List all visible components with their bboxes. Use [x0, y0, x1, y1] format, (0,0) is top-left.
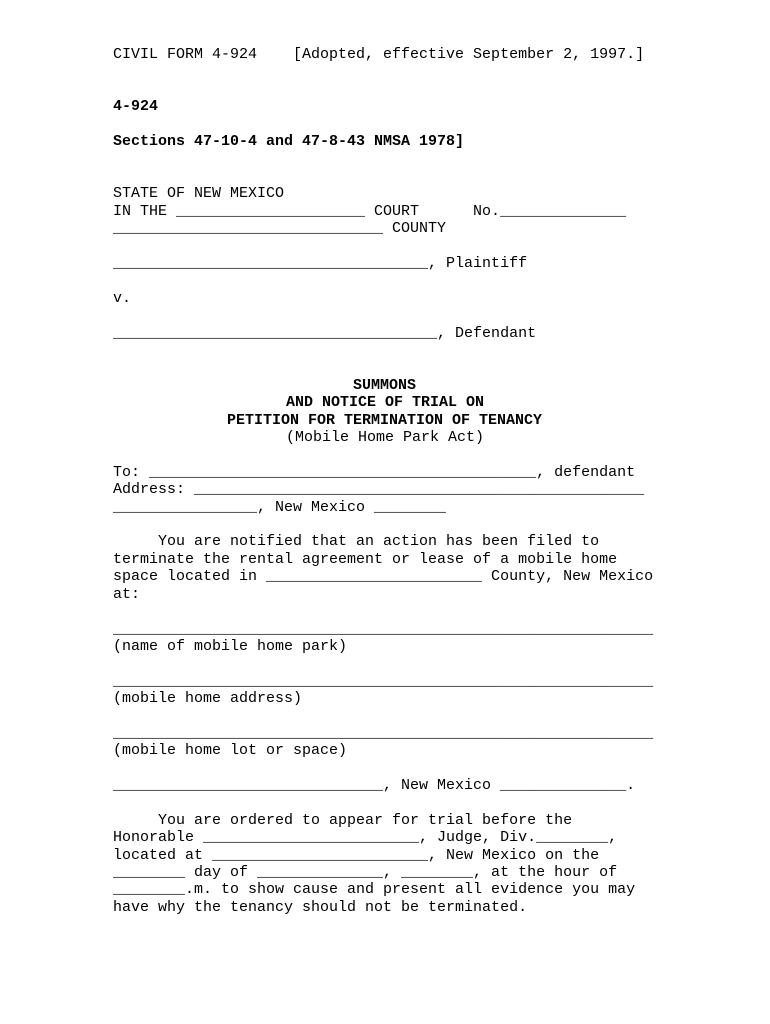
statutes-reference: Sections 47-10-4 and 47-8-43 NMSA 1978]	[113, 133, 465, 150]
place-date-field: ______________________________, New Mexico ______________.	[113, 777, 636, 794]
line-title-4	[0, 429, 485, 446]
home-address-caption: (mobile home address)	[113, 690, 303, 707]
line-caption	[0, 742, 348, 759]
order-text: ________.m. to show cause and present all evidence you may	[113, 881, 636, 898]
line-date	[0, 777, 636, 794]
form-number: 4-924	[113, 98, 159, 115]
line-para2	[0, 881, 636, 898]
order-text: have why the tenancy should not be terminated.	[113, 899, 528, 916]
line-title-1	[0, 377, 417, 394]
order-text: ________ day of ______________, ________, at the hour of	[113, 864, 618, 881]
line-para2	[0, 899, 528, 916]
versus-text: v.	[113, 290, 132, 307]
city-field: ________________, New Mexico ________	[113, 499, 447, 516]
notice-title: AND NOTICE OF TRIAL ON	[286, 394, 485, 411]
line-blank	[0, 116, 16, 133]
line-blank-field	[0, 621, 654, 638]
state-name: STATE OF NEW MEXICO	[113, 185, 285, 202]
line-para1	[0, 551, 618, 568]
line-form-number	[0, 98, 159, 115]
line-blank	[0, 64, 16, 81]
line-blank	[0, 447, 16, 464]
line-blank	[0, 151, 16, 168]
line-para1	[0, 568, 654, 585]
line-blank	[0, 760, 16, 777]
notice-text: space located in ________________________ County, New Mexico	[113, 568, 654, 585]
line-court	[0, 203, 627, 220]
line-blank	[0, 168, 16, 185]
line-blank	[0, 604, 16, 621]
notice-text: You are notified that an action has been filed to	[113, 533, 600, 550]
line-para1	[0, 533, 600, 550]
line-title-3	[0, 412, 543, 429]
notice-text: at:	[113, 586, 141, 603]
home-lot-field: ____________________________________________________________	[113, 725, 654, 742]
line-blank	[0, 81, 16, 98]
line-blank-field	[0, 725, 654, 742]
line-city	[0, 499, 447, 516]
park-name-field: ____________________________________________________________	[113, 621, 654, 638]
defendant-field: ____________________________________, Defendant	[113, 325, 537, 342]
line-defendant	[0, 325, 537, 342]
notice-text: terminate the rental agreement or lease of a mobile home	[113, 551, 618, 568]
court-field: IN THE _____________________ COURT No.______________	[113, 203, 627, 220]
line-statutes	[0, 133, 465, 150]
line-para2	[0, 812, 573, 829]
line-caption	[0, 638, 348, 655]
line-state	[0, 185, 285, 202]
address-field: Address: __________________________________________________	[113, 481, 645, 498]
line-para1	[0, 586, 141, 603]
line-blank	[0, 656, 16, 673]
line-caption	[0, 690, 303, 707]
summons-title: SUMMONS	[353, 377, 417, 394]
line-header	[0, 46, 645, 63]
line-blank	[0, 238, 16, 255]
county-field: ______________________________ COUNTY	[113, 220, 447, 237]
order-text: Honorable ________________________, Judge, Div.________,	[113, 829, 618, 846]
line-blank	[0, 708, 16, 725]
line-versus	[0, 290, 132, 307]
home-lot-caption: (mobile home lot or space)	[113, 742, 348, 759]
line-address	[0, 481, 645, 498]
line-county	[0, 220, 447, 237]
petition-title: PETITION FOR TERMINATION OF TENANCY	[227, 412, 543, 429]
act-subtitle: (Mobile Home Park Act)	[286, 429, 485, 446]
line-title-2	[0, 394, 485, 411]
line-blank	[0, 273, 16, 290]
line-para2	[0, 847, 600, 864]
line-blank	[0, 517, 16, 534]
line-to	[0, 464, 636, 481]
line-blank	[0, 308, 16, 325]
line-blank-field	[0, 673, 654, 690]
line-blank	[0, 343, 16, 360]
to-defendant-field: To: ___________________________________________, defendant	[113, 464, 636, 481]
order-text: located at ________________________, New Mexico on the	[113, 847, 600, 864]
line-para2	[0, 829, 618, 846]
order-text: You are ordered to appear for trial before the	[113, 812, 573, 829]
line-plaintiff	[0, 255, 528, 272]
line-blank	[0, 360, 16, 377]
line-para2	[0, 864, 618, 881]
line-blank	[0, 795, 16, 812]
form-header: CIVIL FORM 4-924 [Adopted, effective September 2, 1997.]	[113, 46, 645, 63]
plaintiff-field: ___________________________________, Plaintiff	[113, 255, 528, 272]
park-name-caption: (name of mobile home park)	[113, 638, 348, 655]
home-address-field: ____________________________________________________________	[113, 673, 654, 690]
